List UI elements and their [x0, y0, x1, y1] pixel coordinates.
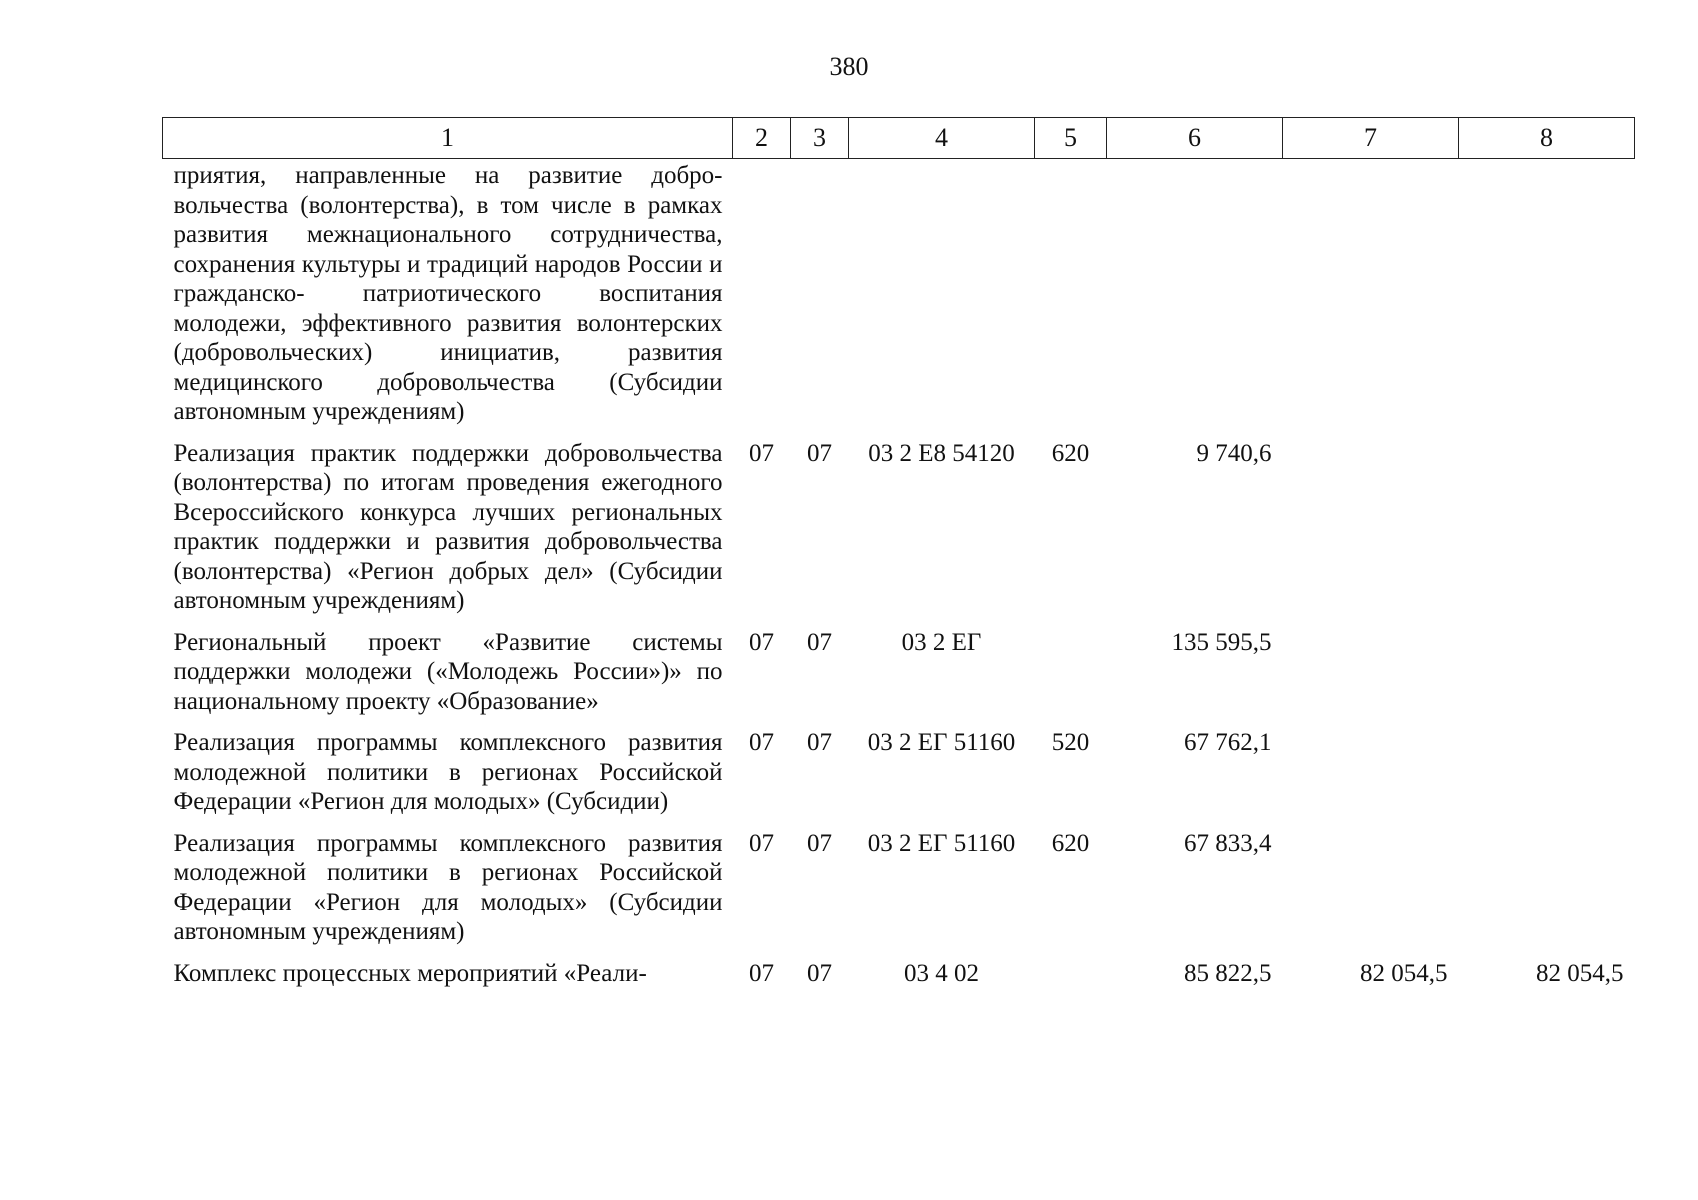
row-amount-col8: 82 054,5: [1536, 959, 1624, 987]
table-row: [163, 159, 1635, 439]
row-description: Реализация программы комплексного развития молодежной политики в регионах Российской Федерации «Регион для молодых» (Субсидии): [173, 729, 723, 815]
row-section-code: 07: [749, 829, 774, 857]
row-amount-col6: 85 822,5: [1184, 959, 1272, 987]
header-row: [163, 118, 1635, 159]
row-expense-type: [1035, 628, 1107, 729]
row-amount-col6: 135 595,5: [1171, 628, 1272, 656]
column-header-4: 4: [849, 118, 1035, 159]
row-description: Реализация практик поддержки добровольчества (волонтерства) по итогам проведения ежегодного Всероссийского конкурса лучших региональных практик поддержки и развития добровольчества (волонтерства) «Регион добрых дел» (Субсидии автономным учреждениям): [173, 439, 723, 614]
table-row: [163, 728, 1635, 829]
column-header-7: 7: [1283, 118, 1459, 159]
row-section-code: 07: [749, 729, 774, 756]
row-expense-type: [1035, 959, 1107, 1001]
row-target-article: 03 2 ЕГ 51160: [867, 729, 1016, 756]
row-target-article: [849, 159, 1035, 439]
row-expense-type: 620: [1051, 439, 1090, 467]
row-subsection-code: 07: [807, 628, 832, 656]
row-subsection-code: 07: [807, 959, 832, 987]
row-amount-col7: [1283, 439, 1459, 628]
row-section-code: [733, 159, 791, 439]
column-header-2: 2: [733, 118, 791, 159]
row-section-code: 07: [749, 959, 774, 987]
row-expense-type: 520: [1051, 729, 1090, 756]
row-amount-col6: 67 762,1: [1184, 729, 1272, 756]
page-number: 380: [829, 52, 869, 81]
table-body: [163, 159, 1635, 1001]
row-amount-col8: [1459, 829, 1635, 959]
row-amount-col6: 67 833,4: [1184, 829, 1272, 857]
row-amount-col8: [1459, 439, 1635, 628]
row-amount-col7: [1283, 159, 1459, 439]
table-row: [163, 439, 1635, 628]
row-target-article: 03 2 Е8 54120: [868, 439, 1015, 467]
table-row: [163, 829, 1635, 959]
row-expense-type: 620: [1051, 829, 1090, 857]
column-header-5: 5: [1035, 118, 1107, 159]
row-subsection-code: 07: [807, 439, 832, 467]
row-description: Региональный проект «Развитие системы поддержки молодежи («Молодежь России»)» по национальному проекту «Образование»: [173, 628, 723, 715]
table-row: [163, 959, 1635, 1001]
row-description: приятия, направленные на развитие добровольчества (волонтерства), в том числе в рамках развития межнационального сотрудничества, сохранения культуры и традиций народов России и гражданско- патриотического воспитания молодежи, эффективного развития волонтерских (добровольческих) инициатив, развития медицинского добровольчества (Субсидии автономным учреждениям): [173, 162, 723, 425]
table-row: [163, 628, 1635, 729]
row-description: Комплекс процессных мероприятий «Реали-: [173, 959, 647, 987]
row-target-article: 03 2 ЕГ 51160: [867, 829, 1016, 857]
row-amount-col7: 82 054,5: [1360, 959, 1448, 987]
column-header-1: 1: [163, 118, 733, 159]
row-expense-type: [1035, 159, 1107, 439]
column-header-6: 6: [1107, 118, 1283, 159]
table-header: [163, 118, 1635, 159]
column-header-8: 8: [1459, 118, 1635, 159]
row-section-code: 07: [749, 439, 774, 467]
row-target-article: 03 4 02: [904, 959, 979, 987]
row-subsection-code: [791, 159, 849, 439]
row-amount-col6: 9 740,6: [1196, 439, 1272, 467]
row-amount-col7: [1283, 628, 1459, 729]
row-subsection-code: 07: [807, 729, 832, 756]
row-amount-col8: [1459, 159, 1635, 439]
row-amount-col8: [1459, 728, 1635, 829]
row-target-article: 03 2 ЕГ: [901, 628, 982, 656]
row-description: Реализация программы комплексного развития молодежной политики в регионах Российской Федерации «Регион для молодых» (Субсидии автономным учреждениям): [173, 829, 723, 945]
row-section-code: 07: [749, 628, 774, 656]
row-subsection-code: 07: [807, 829, 832, 857]
row-amount-col6: [1107, 159, 1283, 439]
row-amount-col7: [1283, 728, 1459, 829]
row-amount-col8: [1459, 628, 1635, 729]
column-header-3: 3: [791, 118, 849, 159]
budget-table: [162, 117, 1635, 1000]
row-amount-col7: [1283, 829, 1459, 959]
